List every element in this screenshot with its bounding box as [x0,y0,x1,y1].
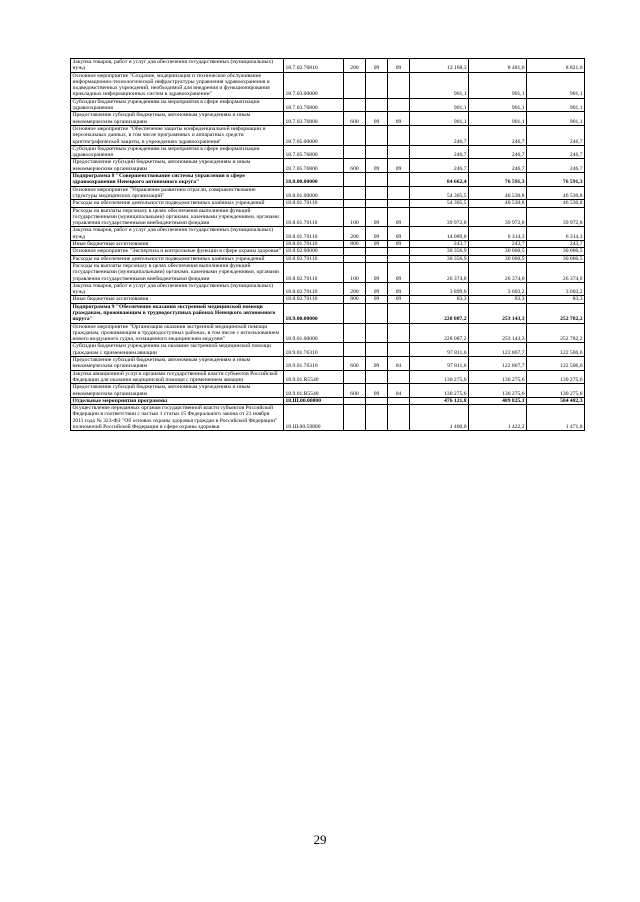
row-value-year2: 130 275,6 [469,370,527,384]
row-value-year3: 901,1 [527,72,585,98]
row-code: 18.9.01.R5540 [284,370,344,384]
row-value-year1: 39 972,8 [410,207,469,227]
row-value-year1: 84 662,4 [410,173,469,187]
row-value-year1: 14 089,0 [410,227,469,241]
table-row [71,241,585,248]
row-value-year1: 30 356,9 [410,248,469,255]
row-subsection [388,405,410,431]
row-name: Расходы на обеспечение деятельности подведомственных казённых учреждений [71,200,284,207]
row-subsection [388,248,410,255]
row-name: Расходы на обеспечение деятельности подведомственных казённых учреждений [71,255,284,262]
row-value-year1: 1 400,0 [410,405,469,431]
row-section: 09 [366,262,388,282]
row-expense-type [344,145,366,159]
row-expense-type: 800 [344,296,366,303]
row-name: Закупка товаров, работ и услуг для обеспечения государственных (муниципальных) нужд [71,59,284,73]
row-code: 18.8.02.70110 [284,262,344,282]
row-expense-type [344,173,366,187]
row-subsection [388,173,410,187]
row-code: 18.8.01.70110 [284,227,344,241]
row-name: Основное мероприятие "Управление развитием отрасли, совершенствование структуры медицинских организаций" [71,186,284,200]
table-row [71,227,585,241]
row-value-year2: 901,1 [469,112,527,126]
row-subsection [388,370,410,384]
row-code: 18.Ш.00.00000 [284,397,344,404]
table-row [71,59,585,73]
row-code: 18.8.00.00000 [284,173,344,187]
row-value-year3: 130 275,6 [527,370,585,384]
row-value-year3: 901,1 [527,112,585,126]
row-subsection [388,303,410,323]
row-value-year2: 46 530,8 [469,186,527,200]
row-value-year3: 246,7 [527,159,585,173]
row-code: 18.8.01.70110 [284,241,344,248]
row-section: 09 [366,227,388,241]
row-expense-type [344,397,366,404]
row-code: 18.7.05.76800 [284,145,344,159]
row-name: Субсидии бюджетным учреждениям на оказание экстренной медицинской помощи гражданам с применением авиации [71,343,284,357]
table-row [71,145,585,159]
row-value-year1: 901,1 [410,98,469,112]
row-code: 18.8.01.70110 [284,200,344,207]
row-value-year2: 30 060,5 [469,248,527,255]
row-value-year1: 130 275,6 [410,384,469,398]
row-subsection [388,72,410,98]
row-subsection: 09 [388,112,410,126]
row-expense-type: 200 [344,227,366,241]
row-section: 09 [366,357,388,371]
row-value-year1: 901,1 [410,112,469,126]
row-code: 18.Ш.00.59800 [284,405,344,431]
row-value-year3: 26 374,0 [527,262,585,282]
row-section: 09 [366,384,388,398]
row-name: Субсидии бюджетным учреждениям на мероприятия в сфере информатизации здравоохранения [71,98,284,112]
page-number: 29 [313,832,327,847]
row-name: Осуществление переданных органам государственной власти субъектов Российской Федерации в соответствии с частью 1 статьи 15 Федерального закона от 21 ноября 2011 года № 323-ФЗ "Об основах охраны здоровья граждан в Российской Федерации" полномочий Российской Федерации в сфере охраны здоровья [71,405,284,431]
table-row [71,98,585,112]
row-section [366,370,388,384]
row-section: 09 [366,282,388,296]
row-name: Основное мероприятие "Экспертиза и контрольные функции в сфере охраны здоровья" [71,248,284,255]
row-expense-type [344,98,366,112]
row-value-year1: 476 121,8 [410,397,469,404]
row-value-year1: 26 374,0 [410,262,469,282]
row-code: 18.7.05.00000 [284,125,344,145]
row-value-year3: 46 530,8 [527,186,585,200]
table-row [71,72,585,98]
row-value-year3: 122 506,6 [527,343,585,357]
table-row [71,282,585,296]
row-code: 18.9.01.00000 [284,323,344,343]
row-value-year3: 6 314,3 [527,227,585,241]
row-value-year2: 8 481,6 [469,59,527,73]
row-value-year2: 130 275,6 [469,384,527,398]
row-code: 18.8.01.00000 [284,186,344,200]
row-expense-type [344,72,366,98]
table-row [71,248,585,255]
row-subsection: 09 [388,282,410,296]
budget-table [70,58,585,431]
table-row [71,262,585,282]
row-code: 18.8.02.00000 [284,248,344,255]
row-name: Закупка авиационной услуги органами государственной власти субъектов Российской Федерации для оказания медицинской помощи с применением авиации [71,370,284,384]
row-expense-type [344,200,366,207]
row-section [366,343,388,357]
row-value-year3: 504 482,3 [527,397,585,404]
row-value-year2: 253 143,3 [469,303,527,323]
row-code: 18.9.00.00000 [284,303,344,323]
row-expense-type [344,405,366,431]
row-value-year2: 76 591,3 [469,173,527,187]
row-value-year3: 252 782,2 [527,323,585,343]
row-value-year1: 901,1 [410,72,469,98]
row-subsection [388,343,410,357]
table-row [71,343,585,357]
row-section [366,303,388,323]
table-row [71,323,585,343]
row-value-year3: 83,3 [527,296,585,303]
row-code: 18.7.02.76810 [284,59,344,73]
row-section [366,405,388,431]
row-value-year1: 97 811,6 [410,343,469,357]
row-code: 18.7.03.76800 [284,112,344,126]
row-value-year3: 246,7 [527,145,585,159]
row-value-year2: 26 374,0 [469,262,527,282]
row-name: Расходы на выплаты персоналу в целях обеспечения выполнения функций государственными (муниципальными) органами, казенными учреждениями, органами управления государственными внебюджетными фондами [71,207,284,227]
row-value-year1: 246,7 [410,125,469,145]
row-value-year2: 243,7 [469,241,527,248]
table-row [71,357,585,371]
row-name: Субсидии бюджетным учреждениям на мероприятия в сфере информатизации здравоохранения [71,145,284,159]
row-value-year1: 83,3 [410,296,469,303]
row-subsection [388,145,410,159]
row-code: 18.8.02.70110 [284,296,344,303]
row-code: 18.7.03.76800 [284,98,344,112]
row-section: 09 [366,59,388,73]
row-value-year2: 83,3 [469,296,527,303]
row-section: 09 [366,296,388,303]
row-code: 18.9.01.R5540 [284,384,344,398]
row-value-year3: 901,1 [527,98,585,112]
table-row [71,207,585,227]
row-name: Подпрограмма 8 "Совершенствование системы управления в сфере здравоохранения Ненецкого автономного округа" [71,173,284,187]
row-name: Закупка товаров, работ и услуг для обеспечения государственных (муниципальных) нужд [71,227,284,241]
row-expense-type [344,303,366,323]
row-name: Расходы на выплаты персоналу в целях обеспечения выполнения функций государственными (муниципальными) органами, казенными учреждениями, органами управления государственными внебюджетными фондами [71,262,284,282]
row-name: Основное мероприятие "Организация оказания экстренной медицинской помощи гражданам, проживающим в труднодоступных районах, в том числе с использованием нового воздушного судна, оснащенного медицинским модулем" [71,323,284,343]
row-value-year3: 246,7 [527,125,585,145]
row-value-year3: 39 972,8 [527,207,585,227]
row-code: 18.9.01.76310 [284,357,344,371]
row-subsection: 09 [388,241,410,248]
row-section [366,173,388,187]
row-section [366,186,388,200]
row-value-year3: 130 275,6 [527,384,585,398]
row-value-year2: 39 972,8 [469,207,527,227]
row-value-year2: 3 603,2 [469,282,527,296]
row-value-year3: 46 530,8 [527,200,585,207]
row-name: Основное мероприятие "Создание, модернизация и техническое обслуживание информационно-технологической инфраструктуры управления здравоохранения и подведомственных учреждений, необходимой для внедрения и функционирования прикладных информационных систем в здравоохранении" [71,72,284,98]
row-expense-type [344,323,366,343]
row-expense-type [344,255,366,262]
row-name: Иные бюджетные ассигнования [71,296,284,303]
row-section: 09 [366,207,388,227]
row-expense-type: 200 [344,282,366,296]
row-expense-type: 600 [344,357,366,371]
table-row [71,255,585,262]
row-subsection: 04 [388,357,410,371]
row-value-year2: 901,1 [469,72,527,98]
row-expense-type: 100 [344,207,366,227]
budget-table-body [71,59,585,431]
row-value-year1: 13 168,3 [410,59,469,73]
row-section: 09 [366,159,388,173]
row-expense-type: 100 [344,262,366,282]
row-subsection: 09 [388,59,410,73]
row-value-year2: 246,7 [469,145,527,159]
row-value-year2: 901,1 [469,98,527,112]
table-row [71,384,585,398]
row-value-year2: 489 825,1 [469,397,527,404]
row-value-year2: 6 314,3 [469,227,527,241]
row-value-year1: 246,7 [410,159,469,173]
row-value-year3: 122 506,6 [527,357,585,371]
row-expense-type [344,248,366,255]
row-value-year1: 246,7 [410,145,469,159]
row-section: 09 [366,241,388,248]
row-subsection [388,98,410,112]
row-subsection [388,255,410,262]
row-value-year1: 54 305,5 [410,200,469,207]
row-value-year1: 228 087,2 [410,303,469,323]
table-row [71,405,585,431]
row-value-year1: 3 899,6 [410,282,469,296]
row-value-year1: 97 811,6 [410,357,469,371]
row-name: Предоставление субсидий бюджетным, автономным учреждениям и иным некоммерческим организациям [71,384,284,398]
row-section [366,72,388,98]
row-subsection: 09 [388,207,410,227]
row-name: Закупка товаров, работ и услуг для обеспечения государственных (муниципальных) нужд [71,282,284,296]
row-expense-type: 600 [344,384,366,398]
row-subsection: 09 [388,159,410,173]
row-code: 18.7.03.00000 [284,72,344,98]
row-subsection: 09 [388,227,410,241]
row-value-year3: 30 060,5 [527,248,585,255]
row-value-year2: 122 867,7 [469,343,527,357]
table-row [71,370,585,384]
row-code: 18.8.01.70110 [284,207,344,227]
row-section [366,248,388,255]
row-value-year1: 130 275,6 [410,370,469,384]
row-expense-type [344,343,366,357]
row-value-year1: 30 356,9 [410,255,469,262]
row-value-year3: 76 591,3 [527,173,585,187]
table-row [71,125,585,145]
row-subsection: 09 [388,296,410,303]
row-value-year3: 3 603,2 [527,282,585,296]
row-section [366,145,388,159]
row-name: Иные бюджетные ассигнования [71,241,284,248]
row-expense-type: 600 [344,159,366,173]
row-code: 18.7.05.76800 [284,159,344,173]
row-code: 18.9.01.76310 [284,343,344,357]
row-name: Отдельные мероприятия программы [71,397,284,404]
row-section [366,125,388,145]
row-value-year2: 46 530,8 [469,200,527,207]
row-expense-type: 600 [344,112,366,126]
row-section: 09 [366,112,388,126]
row-subsection: 04 [388,384,410,398]
row-subsection [388,125,410,145]
row-value-year2: 253 143,3 [469,323,527,343]
table-row [71,173,585,187]
row-section [366,255,388,262]
table-row [71,296,585,303]
row-name: Предоставление субсидий бюджетным, автономным учреждениям и иным некоммерческим организациям [71,159,284,173]
row-expense-type [344,125,366,145]
row-section [366,98,388,112]
row-name: Основное мероприятие "Обеспечение защиты конфиденциальной информации и персональных данных, в том числе программных и аппаратных средств криптографической защиты, в учреждениях здравоохранения" [71,125,284,145]
row-value-year1: 228 087,2 [410,323,469,343]
row-section [366,397,388,404]
table-row [71,397,585,404]
row-value-year2: 1 422,2 [469,405,527,431]
row-subsection: 09 [388,262,410,282]
row-subsection [388,200,410,207]
row-expense-type [344,186,366,200]
row-value-year2: 30 060,5 [469,255,527,262]
row-value-year2: 122 867,7 [469,357,527,371]
row-subsection [388,323,410,343]
row-name: Предоставление субсидий бюджетным, автономным учреждениям и иным некоммерческим организациям [71,112,284,126]
row-code: 18.8.02.70110 [284,282,344,296]
row-value-year3: 30 060,5 [527,255,585,262]
table-row [71,159,585,173]
row-value-year1: 243,7 [410,241,469,248]
row-expense-type: 800 [344,241,366,248]
row-section [366,323,388,343]
table-row [71,186,585,200]
row-code: 18.8.02.70110 [284,255,344,262]
row-expense-type: 200 [344,59,366,73]
row-subsection [388,397,410,404]
row-value-year1: 54 305,5 [410,186,469,200]
row-value-year3: 8 821,0 [527,59,585,73]
row-value-year2: 246,7 [469,125,527,145]
row-subsection [388,186,410,200]
table-row [71,303,585,323]
row-section [366,200,388,207]
row-name: Предоставление субсидий бюджетным, автономным учреждениям и иным некоммерческим организациям [71,357,284,371]
table-row [71,200,585,207]
row-value-year3: 252 782,2 [527,303,585,323]
table-row [71,112,585,126]
row-value-year3: 1 471,8 [527,405,585,431]
row-value-year3: 243,7 [527,241,585,248]
row-value-year2: 246,7 [469,159,527,173]
row-expense-type [344,370,366,384]
row-name: Подпрограмма 9 "Обеспечение оказания экстренной медицинской помощи гражданам, проживающим в труднодоступных районах Ненецкого автономного округа" [71,303,284,323]
